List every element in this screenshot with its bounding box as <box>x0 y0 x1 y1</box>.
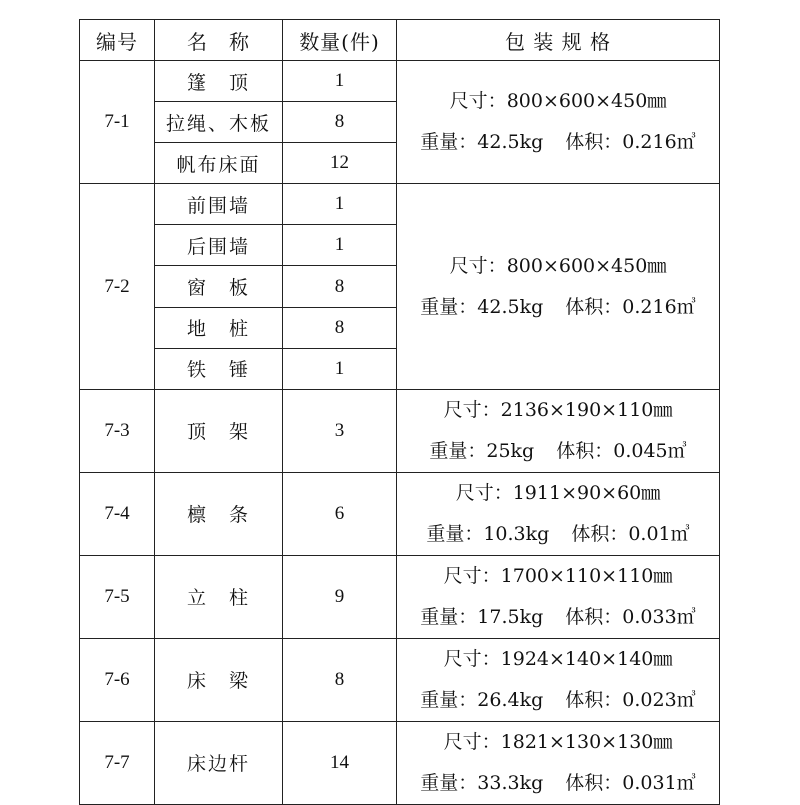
part-quantity: 8 <box>283 102 397 143</box>
volume-label: 体积： <box>565 688 623 711</box>
item-number: 7-6 <box>80 638 155 721</box>
weight-volume-line <box>397 514 719 555</box>
part-quantity: 12 <box>283 143 397 184</box>
header-qty: 数量(件) <box>283 20 397 61</box>
size-line <box>397 81 719 122</box>
part-name: 顶 架 <box>155 389 283 472</box>
packing-spec <box>397 472 720 555</box>
weight-volume-line <box>397 431 719 472</box>
volume-value: 0.033㎥ <box>622 605 696 628</box>
packing-spec <box>397 638 720 721</box>
table-body <box>80 61 720 805</box>
part-name: 后围墙 <box>155 225 283 266</box>
weight-label: 重量： <box>429 439 487 462</box>
size-line <box>397 246 719 287</box>
volume-label: 体积： <box>565 131 623 154</box>
size-value: 1700×110×110㎜ <box>500 564 673 587</box>
part-name: 窗 板 <box>155 266 283 307</box>
weight-value: 42.5kg <box>477 131 544 154</box>
item-number: 7-3 <box>80 389 155 472</box>
part-name: 前围墙 <box>155 184 283 225</box>
volume-label: 体积： <box>565 771 623 794</box>
packing-spec <box>397 389 720 472</box>
packing-spec-sheet <box>79 19 719 799</box>
volume-value: 0.031㎥ <box>622 771 696 794</box>
size-line <box>397 390 719 431</box>
part-quantity: 1 <box>283 184 397 225</box>
part-name: 床 梁 <box>155 638 283 721</box>
part-name: 帆布床面 <box>155 143 283 184</box>
size-line <box>397 473 719 514</box>
volume-label: 体积： <box>571 522 629 545</box>
part-quantity: 1 <box>283 225 397 266</box>
size-value: 800×600×450㎜ <box>506 254 667 277</box>
weight-label: 重量： <box>420 688 478 711</box>
weight-volume-line <box>397 597 719 638</box>
packing-spec <box>397 61 720 184</box>
size-value: 1924×140×140㎜ <box>500 647 673 670</box>
item-number: 7-1 <box>80 61 155 184</box>
size-label: 尺寸： <box>443 647 501 670</box>
weight-label: 重量： <box>420 771 478 794</box>
header-id: 编号 <box>80 20 155 61</box>
table-row <box>80 721 720 804</box>
volume-label: 体积： <box>565 605 623 628</box>
size-label: 尺寸： <box>455 481 513 504</box>
volume-label: 体积： <box>565 295 623 318</box>
weight-value: 26.4kg <box>477 688 544 711</box>
weight-value: 42.5kg <box>477 295 544 318</box>
part-name: 拉绳、木板 <box>155 102 283 143</box>
weight-volume-line <box>397 680 719 721</box>
table-row <box>80 638 720 721</box>
part-quantity: 8 <box>283 307 397 348</box>
size-line <box>397 639 719 680</box>
part-quantity: 1 <box>283 348 397 389</box>
header-name: 名 称 <box>155 20 283 61</box>
table-row <box>80 184 720 225</box>
part-quantity: 14 <box>283 721 397 804</box>
size-value: 1911×90×60㎜ <box>512 481 661 504</box>
volume-value: 0.023㎥ <box>622 688 696 711</box>
size-line <box>397 722 719 763</box>
size-label: 尺寸： <box>443 730 501 753</box>
weight-label: 重量： <box>420 605 478 628</box>
header-spec: 包 装 规 格 <box>397 20 720 61</box>
packing-spec <box>397 555 720 638</box>
volume-value: 0.045㎥ <box>613 439 687 462</box>
size-value: 1821×130×130㎜ <box>500 730 673 753</box>
weight-value: 10.3kg <box>483 522 550 545</box>
weight-volume-line <box>397 763 719 804</box>
weight-value: 25kg <box>486 439 535 462</box>
table-row <box>80 472 720 555</box>
packing-spec <box>397 184 720 389</box>
table-row <box>80 61 720 102</box>
size-line <box>397 556 719 597</box>
part-quantity: 9 <box>283 555 397 638</box>
part-name: 床边杆 <box>155 721 283 804</box>
size-value: 800×600×450㎜ <box>506 90 667 113</box>
item-number: 7-5 <box>80 555 155 638</box>
weight-label: 重量： <box>420 295 478 318</box>
weight-volume-line <box>397 287 719 328</box>
weight-value: 33.3kg <box>477 771 544 794</box>
part-quantity: 1 <box>283 61 397 102</box>
size-label: 尺寸： <box>443 398 501 421</box>
size-value: 2136×190×110㎜ <box>500 398 673 421</box>
item-number: 7-4 <box>80 472 155 555</box>
volume-value: 0.216㎥ <box>622 131 696 154</box>
packing-spec-table <box>79 19 720 805</box>
table-row <box>80 555 720 638</box>
volume-label: 体积： <box>556 439 614 462</box>
size-label: 尺寸： <box>443 564 501 587</box>
weight-value: 17.5kg <box>477 605 544 628</box>
part-quantity: 8 <box>283 638 397 721</box>
table-row <box>80 389 720 472</box>
part-name: 地 桩 <box>155 307 283 348</box>
size-label: 尺寸： <box>449 90 507 113</box>
part-name: 檩 条 <box>155 472 283 555</box>
part-quantity: 8 <box>283 266 397 307</box>
part-name: 立 柱 <box>155 555 283 638</box>
weight-label: 重量： <box>420 131 478 154</box>
size-label: 尺寸： <box>449 254 507 277</box>
item-number: 7-2 <box>80 184 155 389</box>
packing-spec <box>397 721 720 804</box>
weight-label: 重量： <box>426 522 484 545</box>
volume-value: 0.216㎥ <box>622 295 696 318</box>
volume-value: 0.01㎥ <box>628 522 690 545</box>
weight-volume-line <box>397 122 719 163</box>
part-name: 篷 顶 <box>155 61 283 102</box>
header-row <box>80 20 720 61</box>
part-name: 铁 锤 <box>155 348 283 389</box>
part-quantity: 3 <box>283 389 397 472</box>
part-quantity: 6 <box>283 472 397 555</box>
item-number: 7-7 <box>80 721 155 804</box>
